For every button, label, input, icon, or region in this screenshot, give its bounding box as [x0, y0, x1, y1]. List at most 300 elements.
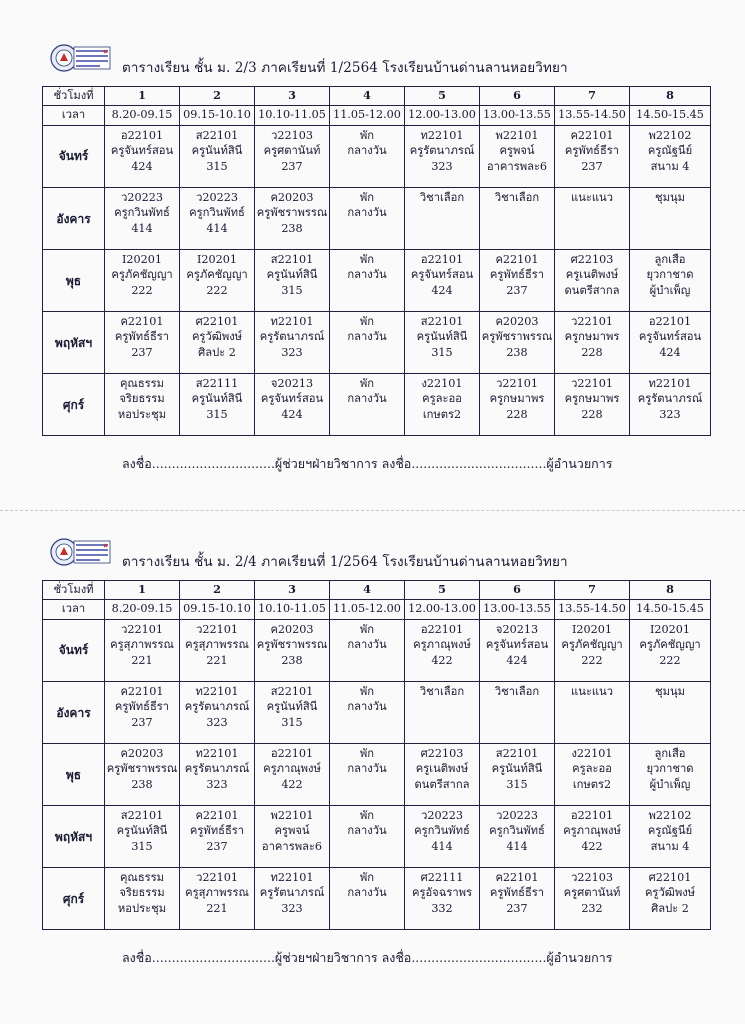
subject-code: จ20213 [495, 622, 539, 636]
class-cell [330, 681, 405, 743]
day-row [43, 867, 711, 929]
time-slot: 10.10-11.05 [255, 106, 330, 125]
subject-code: ค20203 [120, 746, 164, 760]
subject-code: ว22103 [571, 870, 613, 884]
teacher-name: ครูกษมาพร [564, 330, 620, 344]
room-label: 238 [281, 221, 303, 235]
time-slot: 13.00-13.55 [480, 106, 555, 125]
subject-code: พัก [359, 870, 375, 884]
class-cell [255, 311, 330, 373]
class-cell [180, 249, 255, 311]
day-label: อังคาร [43, 187, 105, 249]
period-number: 8 [630, 87, 711, 106]
room-label: 323 [206, 715, 228, 729]
period-header-label: ชั่วโมงที่ [43, 87, 105, 106]
subject-code: ว22101 [571, 376, 613, 390]
teacher-name: ครูอัจฉราพร [411, 886, 473, 900]
period-number: 7 [555, 87, 630, 106]
day-row [43, 249, 711, 311]
class-cell [330, 125, 405, 187]
subject-code: ค22101 [495, 252, 539, 266]
room-label: 422 [581, 839, 603, 853]
subject-code: พัก [359, 622, 375, 636]
teacher-name: ครูวัฒิพงษ์ [644, 886, 696, 900]
teacher-name: ครูณัฐนีย์ [647, 824, 693, 838]
day-row [43, 619, 711, 681]
teacher-name: ครูรัตนาภรณ์ [637, 392, 703, 406]
signature-line: ลงชื่อ...............................ผู้ช่วยฯฝ่ายวิชาการ ลงชื่อ..................................ผู้อำนวยการ [122, 950, 613, 965]
teacher-name: กลางวัน [347, 700, 387, 714]
room-label: ศิลปะ 2 [198, 345, 236, 359]
teacher-name: กลางวัน [347, 824, 387, 838]
subject-code: ว22101 [196, 622, 238, 636]
teacher-name: ครูนันท์สินี [191, 144, 243, 158]
room-label: 315 [206, 159, 228, 173]
teacher-name: ครูภัคชัญญา [111, 268, 173, 282]
subject-code: พัก [359, 128, 375, 142]
subject-code: ว22101 [496, 376, 538, 390]
teacher-name: ครูพจน์ [499, 144, 535, 158]
room-label: 238 [131, 777, 153, 791]
day-label: พฤหัสฯ [43, 805, 105, 867]
teacher-name: ครูรัตนาภรณ์ [259, 886, 325, 900]
subject-code: คุณธรรม [119, 870, 165, 884]
subject-code: ว22103 [271, 128, 313, 142]
subject-code: อ22101 [420, 252, 464, 266]
class-cell [555, 373, 630, 435]
period-number: 8 [630, 581, 711, 600]
class-cell [330, 249, 405, 311]
class-cell [630, 681, 711, 743]
signature-line: ลงชื่อ...............................ผู้ช่วยฯฝ่ายวิชาการ ลงชื่อ..................................ผู้อำนวยการ [122, 456, 613, 471]
time-slot: 10.10-11.05 [255, 600, 330, 619]
class-cell [180, 311, 255, 373]
subject-code: วิชาเลือก [494, 190, 540, 204]
class-cell [555, 619, 630, 681]
teacher-name: ครูพัชราพรรณ [256, 638, 328, 652]
subject-code: ค22101 [120, 684, 164, 698]
time-slot: 8.20-09.15 [105, 106, 180, 125]
class-cell [480, 867, 555, 929]
class-cell [630, 125, 711, 187]
class-cell [255, 619, 330, 681]
time-slot: 14.50-15.45 [630, 600, 711, 619]
period-number: 5 [405, 581, 480, 600]
class-cell [330, 187, 405, 249]
schedule-title: ตารางเรียน ชั้น ม. 2/4 ภาคเรียนที่ 1/2564 โรงเรียนบ้านด่านลานหอยวิทยา [122, 554, 568, 570]
subject-code: I20201 [121, 252, 162, 266]
room-label: 323 [281, 345, 303, 359]
day-label: พุธ [43, 743, 105, 805]
room-label: เกษตร2 [422, 407, 462, 421]
class-cell [405, 249, 480, 311]
time-row [43, 106, 711, 125]
day-row [43, 311, 711, 373]
room-label: ดนตรีสากล [564, 283, 620, 297]
teacher-name: ครูนันท์สินี [416, 330, 468, 344]
subject-code: ชุมนุม [655, 190, 685, 204]
subject-code: ชุมนุม [655, 684, 685, 698]
room-label: 232 [581, 901, 603, 915]
room-label: อาคารพละ6 [261, 839, 323, 853]
subject-code: ศ22111 [420, 870, 464, 884]
subject-code: ว20223 [121, 190, 163, 204]
room-label: 237 [131, 345, 153, 359]
class-cell [330, 743, 405, 805]
class-cell [255, 187, 330, 249]
teacher-name: ครูณัฐนีย์ [647, 144, 693, 158]
subject-code: พัก [359, 190, 375, 204]
room-label: 323 [659, 407, 681, 421]
subject-code: I20201 [571, 622, 612, 636]
room-label: 422 [431, 653, 453, 667]
teacher-name: ครูภาณุพงษ์ [263, 762, 321, 776]
class-cell [405, 125, 480, 187]
period-number: 5 [405, 87, 480, 106]
class-cell [255, 681, 330, 743]
room-label: 237 [506, 283, 528, 297]
room-label: ศิลปะ 2 [651, 901, 689, 915]
class-cell [405, 743, 480, 805]
time-slot: 13.00-13.55 [480, 600, 555, 619]
class-cell [555, 187, 630, 249]
class-cell [330, 311, 405, 373]
day-label: ศุกร์ [43, 373, 105, 435]
time-slot: 12.00-13.00 [405, 106, 480, 125]
class-cell [105, 311, 180, 373]
room-label: 237 [281, 159, 303, 173]
room-label: 424 [659, 345, 681, 359]
class-cell [480, 373, 555, 435]
period-number: 3 [255, 87, 330, 106]
room-label: หอประชุม [117, 901, 167, 915]
subject-code: ศ22101 [648, 870, 692, 884]
teacher-name: ครูจันทร์สอน [110, 144, 174, 158]
room-label: 414 [506, 839, 528, 853]
teacher-name: ครูกวินพัทธ์ [414, 824, 470, 838]
teacher-name: ครูศตานันท์ [563, 886, 621, 900]
class-cell [480, 311, 555, 373]
class-cell [630, 805, 711, 867]
room-label: 238 [281, 653, 303, 667]
room-label: 414 [131, 221, 153, 235]
teacher-name: ครูสุภาพรรณ [185, 886, 249, 900]
subject-code: ส22101 [270, 684, 314, 698]
class-cell [180, 805, 255, 867]
teacher-name: ยุวกาชาด [646, 268, 694, 282]
class-cell [180, 743, 255, 805]
class-cell [330, 619, 405, 681]
class-cell [405, 311, 480, 373]
subject-code: ศ22103 [570, 252, 614, 266]
room-label: 323 [431, 159, 453, 173]
teacher-name: ครูกษมาพร [564, 392, 620, 406]
subject-code: ว22101 [196, 870, 238, 884]
time-header-label: เวลา [43, 600, 105, 619]
room-label: 323 [206, 777, 228, 791]
subject-code: อ22101 [570, 808, 614, 822]
teacher-name: ครูสุภาพรรณ [185, 638, 249, 652]
class-cell [105, 681, 180, 743]
class-cell [405, 619, 480, 681]
period-number: 3 [255, 581, 330, 600]
room-label: 424 [431, 283, 453, 297]
subject-code: ท22101 [270, 314, 314, 328]
teacher-name: กลางวัน [347, 206, 387, 220]
teacher-name: ครูพัทธ์ธีรา [564, 144, 620, 158]
subject-code: พ22102 [648, 128, 692, 142]
room-label: 222 [659, 653, 681, 667]
subject-code: ค20203 [270, 190, 314, 204]
room-label: ผู้บำเพ็ญ [649, 777, 691, 791]
class-cell [180, 681, 255, 743]
time-slot: 09.15-10.10 [180, 600, 255, 619]
day-label: จันทร์ [43, 125, 105, 187]
subject-code: ค20203 [270, 622, 314, 636]
class-cell [555, 311, 630, 373]
subject-code: ส22101 [495, 746, 539, 760]
period-number: 6 [480, 87, 555, 106]
teacher-name: ครูภัคชัญญา [561, 638, 623, 652]
class-cell [105, 125, 180, 187]
subject-code: พ22101 [270, 808, 314, 822]
day-row [43, 681, 711, 743]
subject-code: ศ22101 [195, 314, 239, 328]
room-label: 424 [281, 407, 303, 421]
teacher-name: ครูเนติพงษ์ [415, 762, 469, 776]
room-label: 238 [506, 345, 528, 359]
time-header-label: เวลา [43, 106, 105, 125]
room-label: 222 [581, 653, 603, 667]
subject-code: จ20213 [270, 376, 314, 390]
class-cell [330, 373, 405, 435]
time-slot: 8.20-09.15 [105, 600, 180, 619]
class-cell [255, 373, 330, 435]
subject-code: ค22101 [195, 808, 239, 822]
class-cell [480, 619, 555, 681]
period-number: 2 [180, 87, 255, 106]
class-cell [255, 805, 330, 867]
period-header-label: ชั่วโมงที่ [43, 581, 105, 600]
subject-code: พัก [359, 376, 375, 390]
subject-code: ลูกเสือ [654, 746, 686, 760]
period-number: 7 [555, 581, 630, 600]
teacher-name: ครูกวินพัทธ์ [189, 206, 245, 220]
class-cell [630, 249, 711, 311]
class-cell [405, 681, 480, 743]
class-cell [480, 805, 555, 867]
class-cell [255, 249, 330, 311]
teacher-name: ครูรัตนาภรณ์ [184, 762, 250, 776]
subject-code: พัก [359, 252, 375, 266]
subject-code: พ22101 [495, 128, 539, 142]
class-cell [180, 867, 255, 929]
day-row [43, 125, 711, 187]
room-label: 315 [281, 283, 303, 297]
time-row [43, 600, 711, 619]
schedule-table [42, 86, 711, 436]
subject-code: วิชาเลือก [494, 684, 540, 698]
class-cell [255, 125, 330, 187]
subject-code: อ22101 [648, 314, 692, 328]
teacher-name: กลางวัน [347, 392, 387, 406]
subject-code: อ22101 [120, 128, 164, 142]
teacher-name: กลางวัน [347, 886, 387, 900]
subject-code: ท22101 [195, 746, 239, 760]
class-cell [105, 805, 180, 867]
class-cell [630, 187, 711, 249]
room-label: 414 [431, 839, 453, 853]
subject-code: I20201 [196, 252, 237, 266]
teacher-name: ครูนันท์สินี [191, 392, 243, 406]
subject-code: พ22102 [648, 808, 692, 822]
day-label: จันทร์ [43, 619, 105, 681]
subject-code: วิชาเลือก [419, 684, 465, 698]
subject-code: ว20223 [421, 808, 463, 822]
subject-code: ส22101 [120, 808, 164, 822]
class-cell [555, 249, 630, 311]
period-number: 1 [105, 581, 180, 600]
teacher-name: ครูนันท์สินี [116, 824, 168, 838]
teacher-name: ครูสุภาพรรณ [110, 638, 174, 652]
teacher-name: ครูละออ [422, 392, 462, 406]
teacher-name: ครูกวินพัทธ์ [489, 824, 545, 838]
time-slot: 11.05-12.00 [330, 106, 405, 125]
subject-code: ท22101 [195, 684, 239, 698]
subject-code: วิชาเลือก [419, 190, 465, 204]
period-number: 4 [330, 581, 405, 600]
subject-code: ว20223 [196, 190, 238, 204]
class-cell [105, 743, 180, 805]
teacher-name: ครูภัคชัญญา [639, 638, 701, 652]
subject-code: พัก [359, 808, 375, 822]
teacher-name: ครูวัฒิพงษ์ [191, 330, 243, 344]
class-cell [180, 125, 255, 187]
page-divider [0, 510, 745, 511]
teacher-name: ครูนันท์สินี [266, 268, 318, 282]
teacher-name: ครูเนติพงษ์ [565, 268, 619, 282]
room-label: 323 [281, 901, 303, 915]
school-logo-icon [50, 538, 112, 566]
subject-code: ค22101 [495, 870, 539, 884]
class-cell [480, 743, 555, 805]
teacher-name: กลางวัน [347, 762, 387, 776]
class-cell [630, 743, 711, 805]
teacher-name: ครูนันท์สินี [491, 762, 543, 776]
room-label: 221 [131, 653, 153, 667]
class-cell [330, 867, 405, 929]
time-slot: 12.00-13.00 [405, 600, 480, 619]
class-cell [180, 187, 255, 249]
subject-code: ท22101 [648, 376, 692, 390]
teacher-name: กลางวัน [347, 144, 387, 158]
class-cell [555, 681, 630, 743]
teacher-name: ครูจันทร์สอน [485, 638, 549, 652]
teacher-name: กลางวัน [347, 330, 387, 344]
school-logo-icon [50, 44, 112, 72]
time-slot: 13.55-14.50 [555, 600, 630, 619]
room-label: หอประชุม [117, 407, 167, 421]
class-cell [105, 187, 180, 249]
room-label: 222 [131, 283, 153, 297]
class-cell [480, 249, 555, 311]
class-cell [555, 805, 630, 867]
schedule-table [42, 580, 711, 930]
period-header-row [43, 581, 711, 600]
teacher-name: กลางวัน [347, 268, 387, 282]
teacher-name: ครูภัคชัญญา [186, 268, 248, 282]
subject-code: ส22101 [270, 252, 314, 266]
class-cell [630, 373, 711, 435]
teacher-name: ครูภาณุพงษ์ [563, 824, 621, 838]
subject-code: ส22101 [195, 128, 239, 142]
class-cell [555, 125, 630, 187]
subject-code: ค22101 [570, 128, 614, 142]
class-cell [180, 373, 255, 435]
subject-code: แนะแนว [570, 684, 613, 698]
time-slot: 13.55-14.50 [555, 106, 630, 125]
class-cell [480, 681, 555, 743]
class-cell [330, 805, 405, 867]
teacher-name: ครูพัทธ์ธีรา [489, 268, 545, 282]
room-label: 315 [431, 345, 453, 359]
period-number: 6 [480, 581, 555, 600]
class-cell [255, 743, 330, 805]
subject-code: พัก [359, 314, 375, 328]
subject-code: ค22101 [120, 314, 164, 328]
subject-code: ว20223 [496, 808, 538, 822]
day-label: ศุกร์ [43, 867, 105, 929]
class-cell [255, 867, 330, 929]
subject-code: อ22101 [270, 746, 314, 760]
teacher-name: ครูกวินพัทธ์ [114, 206, 170, 220]
day-row [43, 743, 711, 805]
room-label: 424 [131, 159, 153, 173]
subject-code: พัก [359, 684, 375, 698]
teacher-name: ครูรัตนาภรณ์ [259, 330, 325, 344]
class-cell [105, 249, 180, 311]
room-label: สนาม 4 [650, 839, 690, 853]
room-label: 315 [281, 715, 303, 729]
teacher-name: จริยธรรม [119, 392, 165, 406]
room-label: 228 [506, 407, 528, 421]
class-cell [555, 743, 630, 805]
room-label: 315 [206, 407, 228, 421]
teacher-name: ครูรัตนาภรณ์ [409, 144, 475, 158]
room-label: 424 [506, 653, 528, 667]
period-number: 4 [330, 87, 405, 106]
day-label: อังคาร [43, 681, 105, 743]
teacher-name: ครูศตานันท์ [263, 144, 321, 158]
class-cell [480, 125, 555, 187]
room-label: 332 [431, 901, 453, 915]
room-label: 315 [131, 839, 153, 853]
teacher-name: ครูพัทธ์ธีรา [489, 886, 545, 900]
day-row [43, 373, 711, 435]
class-cell [405, 867, 480, 929]
time-slot: 09.15-10.10 [180, 106, 255, 125]
room-label: ดนตรีสากล [414, 777, 470, 791]
subject-code: อ22101 [420, 622, 464, 636]
class-cell [105, 619, 180, 681]
subject-code: ง22101 [571, 746, 613, 760]
room-label: 237 [506, 901, 528, 915]
subject-code: ท22101 [420, 128, 464, 142]
subject-code: ว22101 [571, 314, 613, 328]
class-cell [630, 867, 711, 929]
period-number: 1 [105, 87, 180, 106]
teacher-name: ครูพัชราพรรณ [481, 330, 553, 344]
